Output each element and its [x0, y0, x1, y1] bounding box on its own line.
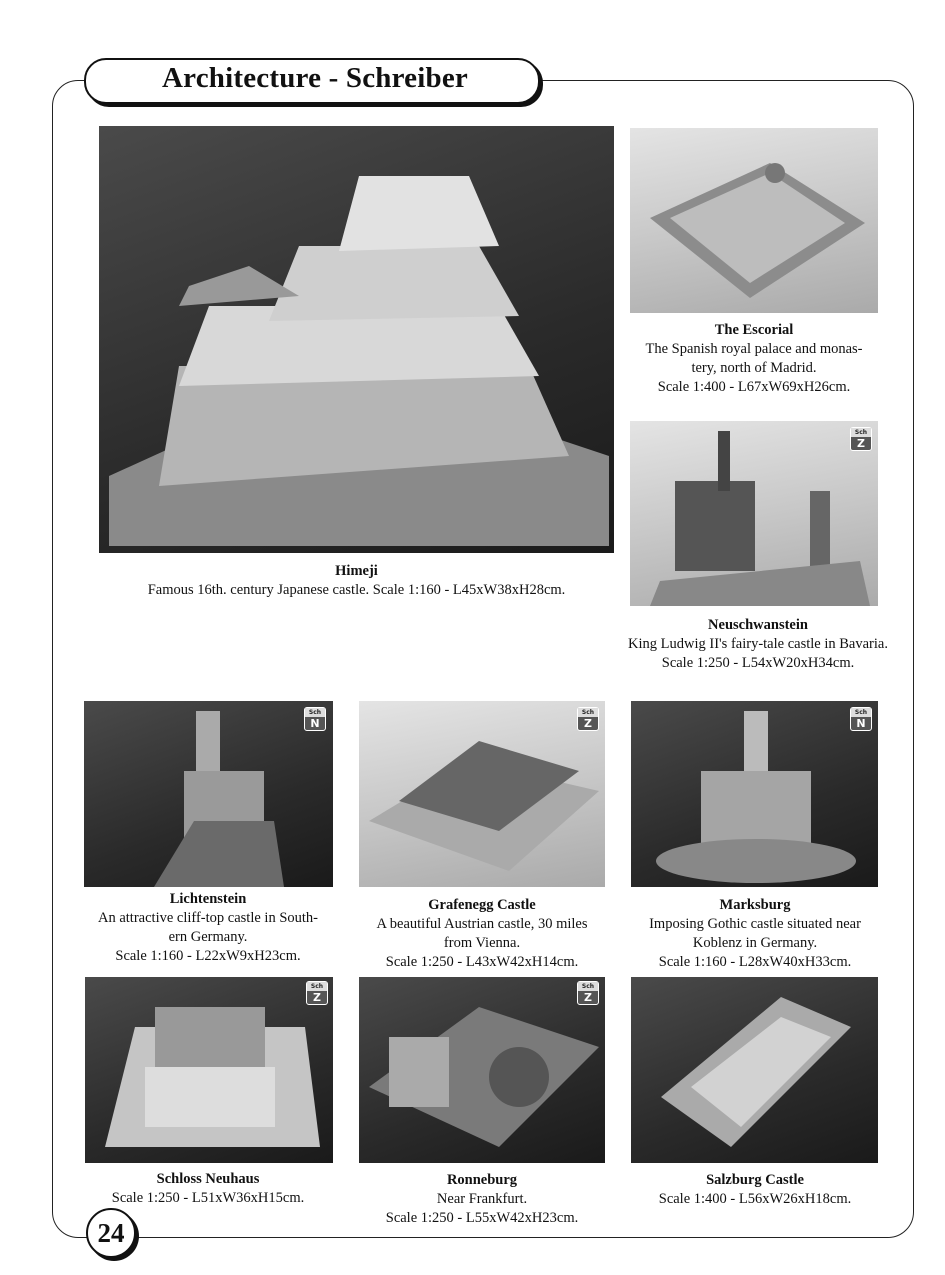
model-desc: King Ludwig II's fairy-tale castle in Bavaria. — [628, 636, 888, 652]
model-name: Schloss Neuhaus — [156, 1171, 260, 1187]
escorial-photo — [630, 128, 878, 313]
model-desc: An attractive cliff-top castle in South- — [98, 910, 318, 926]
model-desc: Near Frankfurt. — [436, 1191, 528, 1207]
z-gauge-badge: Sch Z — [577, 707, 599, 731]
model-name: Ronneburg — [446, 1172, 518, 1188]
model-desc: ern Germany. — [168, 929, 248, 945]
model-desc: The Spanish royal palace and monas- — [645, 341, 863, 357]
neuschwanstein-caption — [609, 616, 907, 673]
model-scale: Scale 1:250 - L55xW42xH23cm. — [385, 1210, 579, 1226]
z-gauge-badge: Sch Z — [850, 427, 872, 451]
himeji-caption — [99, 562, 614, 600]
ronneburg-caption — [347, 1171, 617, 1228]
model-name: Lichtenstein — [169, 891, 247, 907]
salzburg-photo — [631, 977, 878, 1163]
model-scale: Scale 1:400 - L56xW26xH18cm. — [658, 1191, 852, 1207]
model-scale: Scale 1:400 - L67xW69xH26cm. — [657, 379, 851, 395]
section-title: Architecture - Schreiber — [162, 62, 468, 94]
model-desc: Koblenz in Germany. — [692, 935, 818, 951]
model-name: Neuschwanstein — [708, 617, 808, 633]
model-name: Himeji — [335, 563, 378, 579]
model-scale: Scale 1:250 - L43xW42xH14cm. — [385, 954, 579, 970]
model-desc: Imposing Gothic castle situated near — [649, 916, 861, 932]
z-gauge-badge: Sch Z — [577, 981, 599, 1005]
model-name: Salzburg Castle — [706, 1172, 804, 1188]
grafenegg-photo — [359, 701, 605, 887]
ronneburg-photo — [359, 977, 605, 1163]
neuhaus-photo — [85, 977, 333, 1163]
page-number: 24 — [97, 1218, 125, 1248]
model-scale: Scale 1:160 - L22xW9xH23cm. — [115, 948, 301, 964]
model-desc: Famous 16th. century Japanese castle. Scale 1:160 - L45xW38xH28cm. — [147, 582, 566, 598]
grafenegg-caption — [347, 896, 617, 972]
salzburg-caption — [619, 1171, 891, 1209]
section-title-tab — [84, 58, 540, 104]
lichtenstein-caption — [72, 890, 344, 966]
neuhaus-caption — [72, 1170, 344, 1208]
model-name: Marksburg — [719, 897, 791, 913]
model-scale: Scale 1:160 - L28xW40xH33cm. — [658, 954, 852, 970]
model-desc: from Vienna. — [443, 935, 521, 951]
model-desc: A beautiful Austrian castle, 30 miles — [376, 916, 588, 932]
escorial-caption — [614, 321, 894, 397]
marksburg-photo — [631, 701, 878, 887]
page-number-badge — [86, 1208, 136, 1258]
himeji-photo — [99, 126, 614, 553]
model-name: Grafenegg Castle — [428, 897, 536, 913]
lichtenstein-photo — [84, 701, 333, 887]
marksburg-caption — [619, 896, 891, 972]
model-scale: Scale 1:250 - L51xW36xH15cm. — [111, 1190, 305, 1206]
model-scale: Scale 1:250 - L54xW20xH34cm. — [661, 655, 855, 671]
z-gauge-badge: Sch Z — [306, 981, 328, 1005]
neuschwanstein-photo — [630, 421, 878, 606]
n-gauge-badge: Sch N — [304, 707, 326, 731]
n-gauge-badge: Sch N — [850, 707, 872, 731]
model-desc: tery, north of Madrid. — [691, 360, 817, 376]
model-name: The Escorial — [714, 322, 794, 338]
